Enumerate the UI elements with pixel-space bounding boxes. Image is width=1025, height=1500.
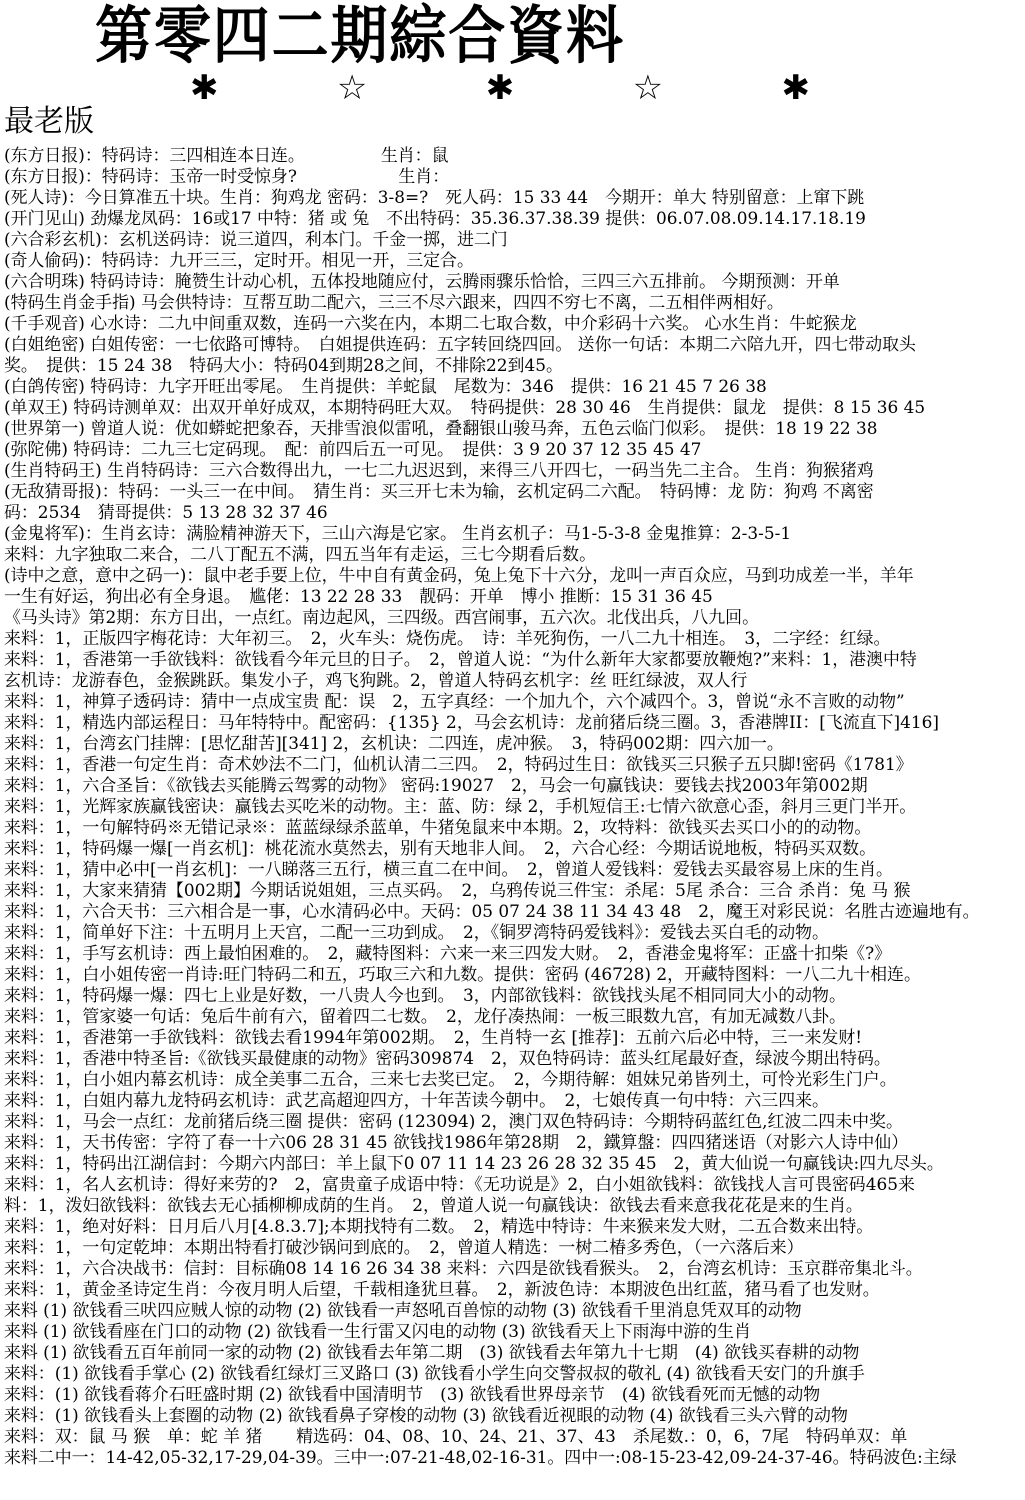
text-line: 来料：(1) 欲钱看蒋介石旺盛时期 (2) 欲钱看中国清明节 (3) 欲钱看世界母亲节 (4) 欲钱看死而无憾的动物 bbox=[3, 1385, 821, 1405]
text-line: 来料：1，名人玄机诗：得好来劳的? 2，富贵童子成语中特：《无功说是》2，白小姐欲钱料：欲钱找人言可畏密码465来 bbox=[3, 1175, 915, 1195]
text-line: 来料：1，简单好下注：十五明月上天宫，二配一三功到成。 2，《铜罗湾特码爱钱料》：爱钱去买白毛的动物。 bbox=[3, 923, 829, 943]
text-line: 来料：1，台湾玄门挂牌：[思忆甜苦][341] 2，玄机诀：二四连，虎冲猴。 3，特码002期：四六加一。 bbox=[3, 734, 784, 754]
text-line: (无敌猜哥报)：特码：一头三一在中间。 猜生肖：买三开七未为输，玄机定码二六配。 特码博：龙 防：狗鸡 不离密 bbox=[3, 482, 874, 502]
text-line: (单双王) 特码诗测单双：出双开单好成双，本期特码旺大双。 特码提供：28 30 46 生肖提供：鼠龙 提供：8 15 36 45 bbox=[3, 398, 926, 418]
text-line: 来料：1，精选内部运程日：马年特特中。配密码：{135} 2，马会玄机诗：龙前猪后绕三圈。3，香港牌II：[飞流直下]416] bbox=[3, 713, 940, 733]
text-line: 来料：1，六合天书：三六相合是一事，心水清码必中。天码：05 07 24 38 11 34 43 48 2，魔王对彩民说：名胜古迹遍地有。 bbox=[3, 902, 980, 922]
text-line: 来料 (1) 欲钱看座在门口的动物 (2) 欲钱看一生行雷又闪电的动物 (3) 欲钱看天上下雨海中游的生肖 bbox=[3, 1322, 751, 1342]
star-icon: ☆ bbox=[336, 68, 368, 108]
text-line: 来料：1，香港中特圣旨:《欲钱买最健康的动物》密码309874 2，双色特码诗：蓝头红尾最好查，绿波今期出特码。 bbox=[3, 1049, 891, 1069]
text-line: (世界第一) 曾道人说：优如蟒蛇把象吞，天排雪浪似雷吼，叠翻银山骏马奔，五色云临门似彩。 提供：18 19 22 38 bbox=[3, 419, 878, 439]
text-line: 《马头诗》第2期：东方日出，一点红。南边起风，三四级。西宫闹事，五六次。北伐出兵，八九回。 bbox=[3, 608, 760, 628]
text-line: 来料 (1) 欲钱看三吠四应贼人惊的动物 (2) 欲钱看一声怒吼百兽惊的动物 (3) 欲钱看千里消息凭双耳的动物 bbox=[3, 1301, 802, 1321]
asterisk-icon: ✱ bbox=[781, 68, 810, 108]
text-line: 来料：1，六合决战书：信封：目标确08 14 16 26 34 38 来料：六四是欲钱看猴头。 2，台湾玄机诗：玉京群帝集北斗。 bbox=[3, 1259, 923, 1279]
text-line: 来料：1，特码出江湖信封：今期六内部曰：羊上鼠下0 07 11 14 23 26 28 32 35 45 2，黄大仙说一句赢钱诀:四九尽头。 bbox=[3, 1154, 944, 1174]
text-line: 来料 (1) 欲钱看五百年前同一家的动物 (2) 欲钱看去年第二期 (3) 欲钱看去年第九十七期 (4) 欲钱买春耕的动物 bbox=[3, 1343, 860, 1363]
text-line: 来料：(1) 欲钱看手掌心 (2) 欲钱看红绿灯三叉路口 (3) 欲钱看小学生向交警叔叔的敬礼 (4) 欲钱看天安门的升旗手 bbox=[3, 1364, 865, 1384]
text-line: 来料：1，香港第一手欲钱料：欲钱看今年元旦的日子。 2，曾道人说：“为什么新年大家都要放鞭炮?”来料：1，港澳中特 bbox=[3, 650, 917, 670]
star-icon: ☆ bbox=[632, 68, 664, 108]
text-line: 码：2534 猜哥提供：5 13 28 32 37 46 bbox=[3, 503, 328, 523]
text-line: 来料：1，绝对好料：日月后八月[4.8.3.7];本期找特有二数。 2，精选中特诗：牛来猴来发大财，二五合数来出特。 bbox=[3, 1217, 874, 1237]
text-line: 来料：1，神算子透码诗：猜中一点成宝贵 配：误 2，五字真经：一个加九个，六个减四个。3，曾说“永不言败的动物” bbox=[3, 692, 905, 712]
asterisk-icon: ✱ bbox=[485, 68, 515, 108]
text-line: 奖。 提供：15 24 38 特码大小：特码04到期28之间，不排除22到45。 bbox=[3, 356, 563, 376]
text-line: (白姐绝密) 白姐传密：一七依路可博特。 白姐提供连码：五字转回绕四回。 送你一句话：本期二六陪九开，四七带动取头 bbox=[3, 335, 916, 355]
text-line: (六合彩玄机)：玄机送码诗：说三道四，利本门。千金一掷，进二门 bbox=[3, 230, 508, 250]
text-line: 来料：双：鼠 马 猴 单：蛇 羊 猪 精选码：04、08、10、24、21、37、43 杀尾数.：0，6，7尾 特码单双：单 bbox=[3, 1427, 908, 1447]
page-title: 第零四二期綜合資料 bbox=[95, 0, 625, 72]
text-line: 来料：九字独取二来合，二八丁配五不满，四五当年有走运，三七今期看后数。 bbox=[3, 545, 597, 565]
text-line: (弥陀佛) 特码诗：二九三七定码现。 配：前四后五一可见。 提供：3 9 20 37 12 35 45 47 bbox=[3, 440, 702, 460]
text-line: 来料：1，大家来猜猜【002期】今期话说姐姐，三点买码。 2，乌鸦传说三件宝：杀尾：5尾 杀合：三合 杀肖：兔 马 猴 bbox=[3, 881, 911, 901]
asterisk-icon: ✱ bbox=[190, 68, 219, 108]
star-divider bbox=[190, 68, 810, 108]
text-line: 来料：1，猜中必中[一肖玄机]：一八睇落三五行，横三直二在中间。 2，曾道人爱钱料：爱钱去买最容易上床的生肖。 bbox=[3, 860, 893, 880]
text-line: 来料二中一：14-42,05-32,17-29,04-39。三中一:07-21-48,02-16-31。四中一:08-15-23-42,09-24-37-46。特码波色:主绿 bbox=[3, 1448, 957, 1468]
text-line: 玄机诗：龙游春色，金猴跳跃。集发小子，鸡飞狗跳。2，曾道人特码玄机字：丝 旺红绿波，双人行 bbox=[3, 671, 748, 691]
text-line: 来料：1，白姐内幕九龙特码玄机诗：武艺高超迎四方，十年苦读今朝中。 2，七娘传真一句中特：六三四来。 bbox=[3, 1091, 829, 1111]
text-line: 来料：1，白小姐内幕玄机诗：成全美事二五合，三来七去奖已定。 2，今期待解：姐妹兄弟皆列土，可怜光彩生门户。 bbox=[3, 1070, 897, 1090]
text-line: 来料：1，正版四字梅花诗：大年初三。 2，火车头：烧伤虎。 诗：羊死狗伤，一八二九十相连。 3，二字经：红绿。 bbox=[3, 629, 891, 649]
text-line: 来料：1，白小姐传密一肖诗:旺门特码二和五，巧取三六和九数。提供：密码 (46728) 2，开藏特图料：一八二九十相连。 bbox=[3, 965, 921, 985]
text-line: 来料：1，特码爆一爆：四七上业是好数，一八贵人今也到。 3，内部欲钱料：欲钱找头尾不相同同大小的动物。 bbox=[3, 986, 846, 1006]
text-line: 来料：1，六合圣旨：《欲钱去买能腾云驾雾的动物》 密码:19027 2，马会一句赢钱诀：要钱去找2003年第002期 bbox=[3, 776, 868, 796]
text-line: 一生有好运，狗出必有全身退。 尴佬：13 22 28 33 靓码：开单 博小 推断：15 31 36 45 bbox=[3, 587, 713, 607]
text-line: 来料：1，香港第一手欲钱料：欲钱去看1994年第002期。 2，生肖特一玄 [推荐]：五前六后必中特，三一来发财! bbox=[3, 1028, 863, 1048]
text-line: 来料：1，天书传密：字符了春一十六06 28 31 45 欲钱找1986年第28期 2，鐵算盤：四四猪迷语（对影六人诗中仙） bbox=[3, 1133, 909, 1153]
text-line: (千手观音) 心水诗：二九中间重双数，连码一六奖在内，本期二七取合数，中介彩码十六奖。 心水生肖：牛蛇猴龙 bbox=[3, 314, 857, 334]
text-line: (特码生肖金手指) 马会供特诗：互帮互助二配六，三三不尽六跟来，四四不穷七不离，二五相伴两相好。 bbox=[3, 293, 784, 313]
text-line: (死人诗)：今日算准五十块。生肖：狗鸡龙 密码：3-8=? 死人码：15 33 44 今期开：单大 特别留意：上窜下跳 bbox=[3, 188, 865, 208]
content-lines bbox=[0, 146, 1025, 1469]
text-line: (白鸽传密) 特码诗：九字开旺出零尾。 生肖提供：羊蛇鼠 尾数为：346 提供：16 21 45 7 26 38 bbox=[3, 377, 767, 397]
text-line: (开门见山) 劲爆龙凤码：16或17 中特：猪 或 兔 不出特码：35.36.37.38.39 提供：06.07.08.09.14.17.18.19 bbox=[3, 209, 866, 229]
text-line: 来料：1，香港一句定生肖：奇术妙法不二门，仙机认清二三四。 2，特码过生日：欲钱买三只猴子五只脚!密码《1781》 bbox=[3, 755, 913, 775]
text-line: (东方日报)：特码诗：三四相连本日连。 生肖：鼠 bbox=[3, 146, 449, 166]
text-line: (诗中之意，意中之码一)：鼠中老手要上位，牛中自有黄金码，兔上兔下十六分，龙叫一声百众应，马到功成差一半，羊年 bbox=[3, 566, 914, 586]
text-line: 来料：(1) 欲钱看头上套圈的动物 (2) 欲钱看鼻子穿梭的动物 (3) 欲钱看近视眼的动物 (4) 欲钱看三头六臂的动物 bbox=[3, 1406, 848, 1426]
text-line: (金鬼将军)：生肖玄诗：满脸精神游天下，三山六海是它家。 生肖玄机子：马1-5-3-8 金鬼推算：2-3-5-1 bbox=[3, 524, 792, 544]
text-line: 来料：1，光辉家族赢钱密诀：赢钱去买吃米的动物。主：蓝、防：绿 2，手机短信王:七情六欲意心歪，斜月三更门半开。 bbox=[3, 797, 917, 817]
text-line: 来料：1，马会一点红：龙前猪后绕三圈 提供：密码 (123094) 2，澳门双色特码诗：今期特码蓝红色,红波二四未中奖。 bbox=[3, 1112, 903, 1132]
text-line: 来料：1，一句定乾坤：本期出特看打破沙锅问到底的。 2，曾道人精选：一树二椿多秀色，（一六落后来） bbox=[3, 1238, 804, 1258]
text-line: (东方日报)：特码诗：玉帝一时受惊身? 生肖： bbox=[3, 167, 450, 187]
text-line: 料：1，泼妇欲钱料：欲钱去无心插柳柳成荫的生肖。 2，曾道人说一句赢钱诀：欲钱去看来意我花花是来的生肖。 bbox=[3, 1196, 863, 1216]
text-line: 来料：1，黄金圣诗定生肖：今夜月明人后望，千载相逢犹旦暮。 2，新波色诗：本期波色出红蓝，猪马看了也发财。 bbox=[3, 1280, 880, 1300]
text-line: (六合明珠) 特码诗诗：腌赞生计动心机，五体投地随应付，云腾雨骤乐恰恰，三四三六五排前。 今期预测：开单 bbox=[3, 272, 840, 292]
text-line: 来料：1，特码爆一爆[一肖玄机]：桃花流水莫然去，别有天地非人间。 2，六合心经：今期话说地板，特码买双数。 bbox=[3, 839, 877, 859]
text-line: 来料：1，管家婆一句话：兔后牛前有六，留着四二七数。 2，龙仔凑热闹：一板三眼数九宫，有加无减数八卦。 bbox=[3, 1007, 846, 1027]
text-line: 来料：1，一句解特码※无错记录※：蓝蓝绿绿杀蓝单，牛猪兔鼠来中本期。2，攻特料：欲钱买去买口小的的动物。 bbox=[3, 818, 872, 838]
text-line: 来料：1，手写玄机诗：西上最怕困难的。 2，藏特图料：六来一来三四发大财。 2，香港金鬼将军：正盛十扣柴《?》 bbox=[3, 944, 892, 964]
text-line: (奇人偷码)：特码诗：九开三三，定时开。相见一开，三定合。 bbox=[3, 251, 474, 271]
edition-label: 最老版 bbox=[4, 104, 94, 139]
text-line: (生肖特码王) 生肖特码诗：三六合数得出九，一七二九迟迟到，来得三八开四七，一码当先二主合。 生肖：狗猴猪鸡 bbox=[3, 461, 874, 481]
